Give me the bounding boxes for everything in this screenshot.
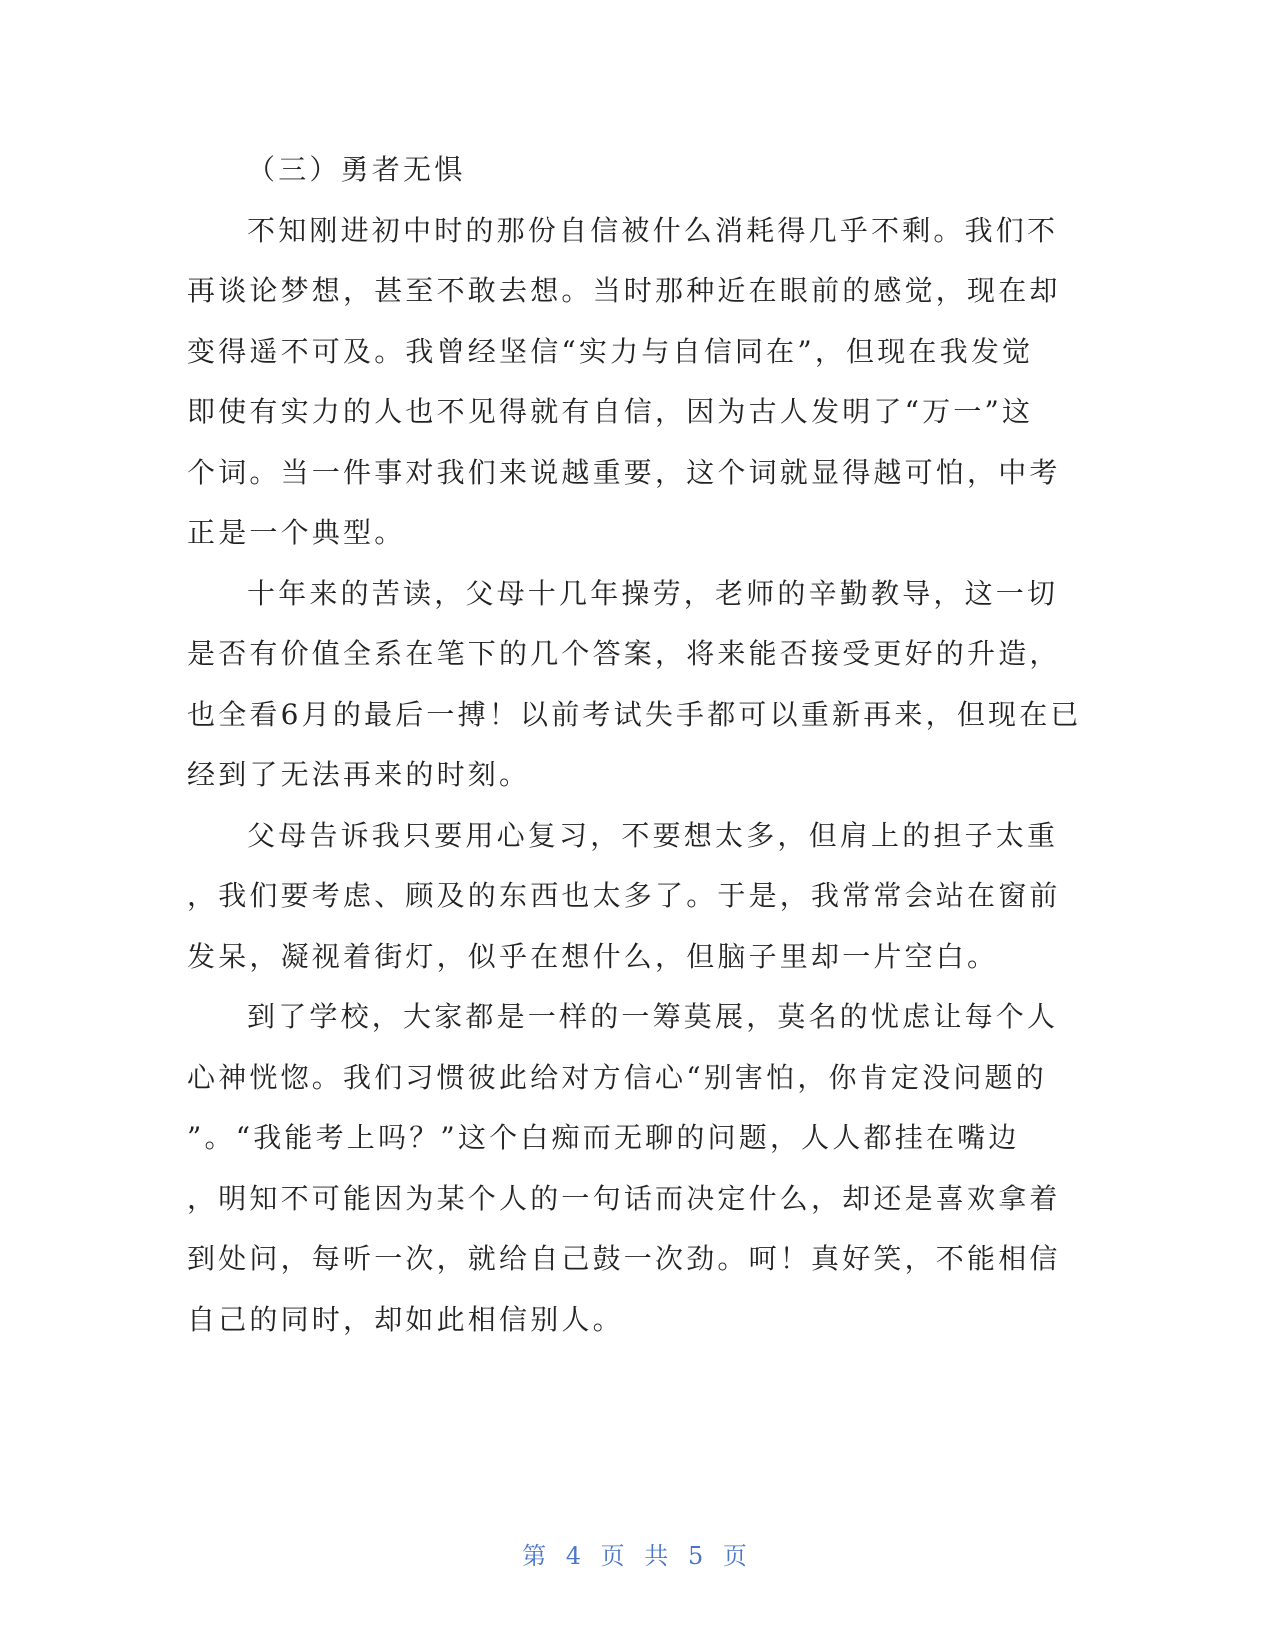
paragraph-4 — [187, 987, 1067, 1350]
document-body — [187, 140, 1082, 1350]
paragraph-2 — [187, 564, 1082, 806]
paragraph-line: 正是一个典型。 — [187, 516, 406, 549]
paragraph-1 — [187, 201, 1067, 564]
paragraph-line: ”。“我能考上吗？”这个白痴而无聊的问题，人人都挂在嘴边 — [187, 1121, 1020, 1154]
paragraph-line: 心神恍惚。我们习惯彼此给对方信心“别害怕，你肯定没问题的 — [187, 1060, 1047, 1094]
paragraph-line: 发呆，凝视着街灯，似乎在想什么，但脑子里却一片空白。 — [187, 939, 999, 973]
section-heading — [187, 140, 1067, 201]
paragraph-line: 到处问，每听一次，就给自己鼓一次劲。呵！真好笑，不能相信 — [187, 1242, 1061, 1275]
page-number-footer: 第 4 页 共 5 页 — [522, 1542, 753, 1570]
paragraph-line: 是否有价值全系在笔下的几个答案，将来能否接受更好的升造， — [187, 637, 1061, 670]
paragraph-line: 再谈论梦想，甚至不敢去想。当时那种近在眼前的感觉，现在却 — [187, 274, 1061, 307]
paragraph-line: ，明知不可能因为某个人的一句话而决定什么，却还是喜欢拿着 — [187, 1181, 1061, 1215]
paragraph-3 — [187, 806, 1067, 988]
paragraph-line: 即使有实力的人也不见得就有自信，因为古人发明了“万一”这 — [187, 395, 1034, 428]
paragraph-line: 父母告诉我只要用心复习，不要想太多，但肩上的担子太重 — [247, 818, 1059, 852]
paragraph-line: 个词。当一件事对我们来说越重要，这个词就显得越可怕，中考 — [187, 455, 1061, 489]
paragraph-line: 自己的同时，却如此相信别人。 — [187, 1302, 624, 1336]
paragraph-line: 到了学校，大家都是一样的一筹莫展，莫名的忧虑让每个人 — [247, 1000, 1059, 1033]
paragraph-line: 变得遥不可及。我曾经坚信“实力与自信同在”，但现在我发觉 — [187, 334, 1034, 368]
paragraph-line: 也全看6月的最后一搏！以前考试失手都可以重新再来，但现在已 — [187, 697, 1082, 731]
paragraph-line: 经到了无法再来的时刻。 — [187, 758, 531, 791]
paragraph-line: 不知刚进初中时的那份自信被什么消耗得几乎不剩。我们不 — [247, 213, 1059, 247]
paragraph-line: ，我们要考虑、顾及的东西也太多了。于是，我常常会站在窗前 — [187, 879, 1061, 912]
paragraph-line: 十年来的苦读，父母十几年操劳，老师的辛勤教导，这一切 — [247, 576, 1059, 610]
heading-text: （三）勇者无惧 — [247, 153, 466, 186]
